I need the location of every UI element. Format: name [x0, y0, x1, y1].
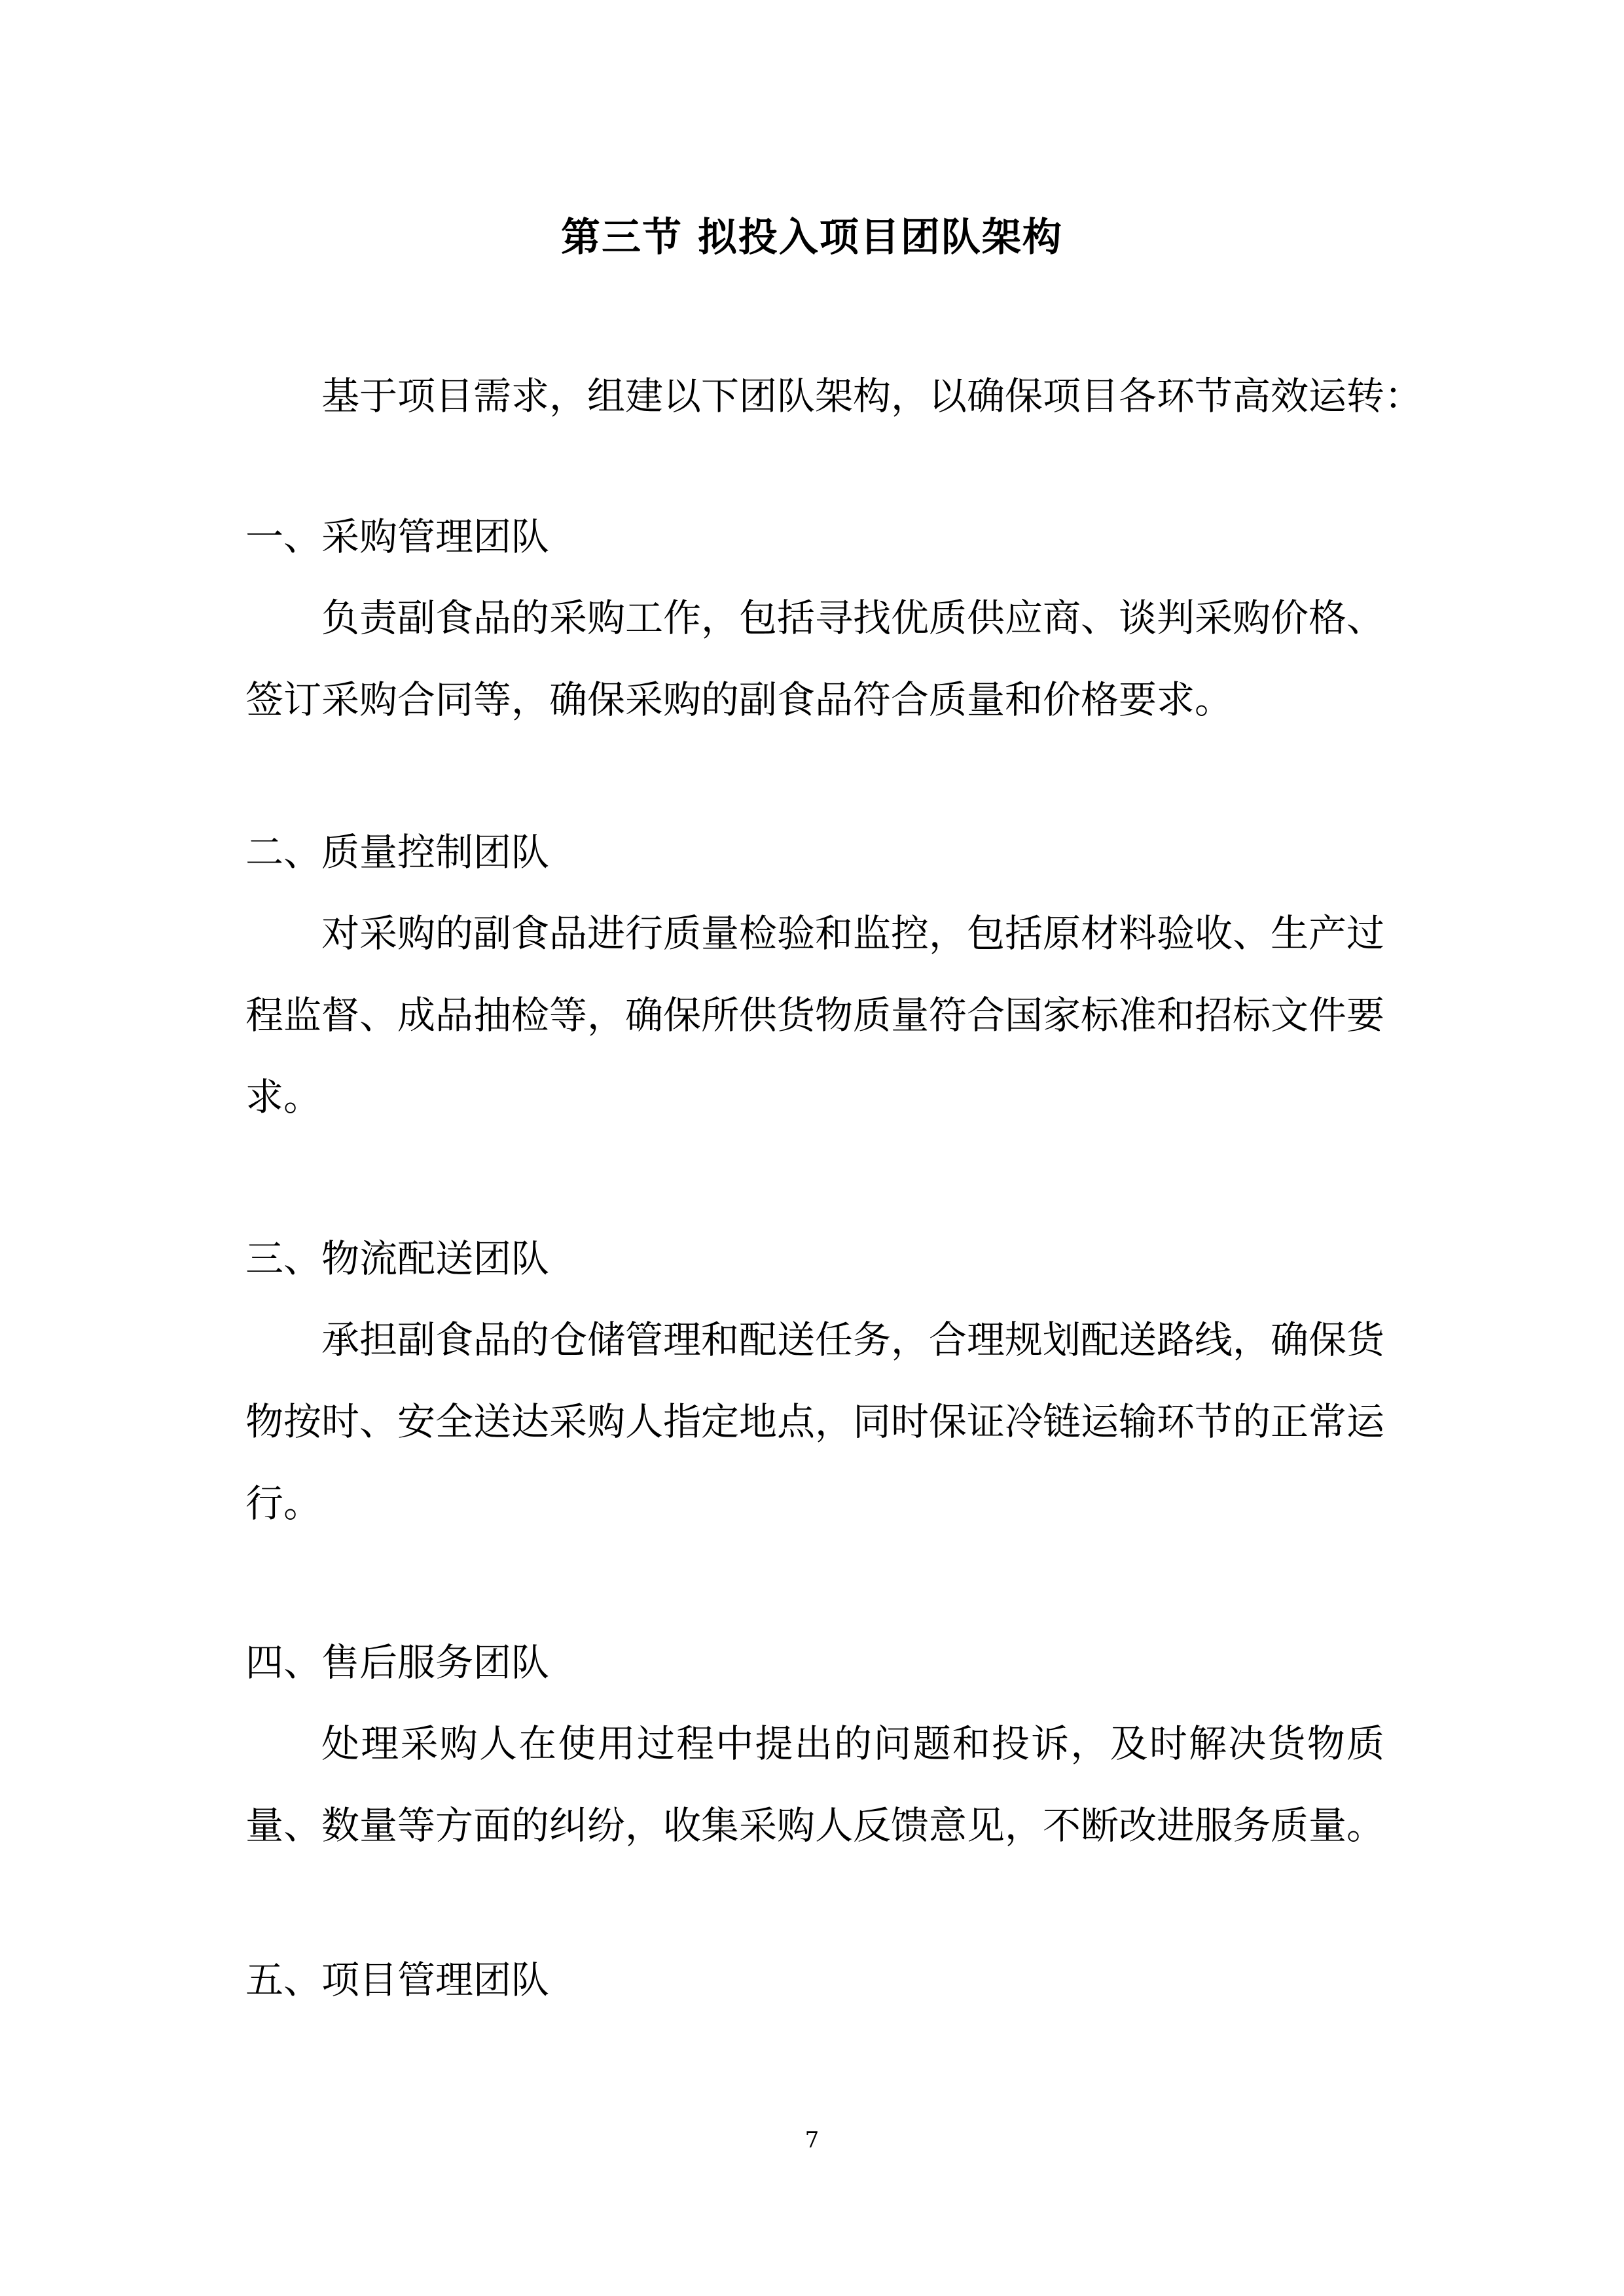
section-heading-logistics: 三、物流配送团队: [245, 1236, 550, 1281]
section-heading-procurement: 一、采购管理团队: [245, 514, 550, 559]
section-body-after-sales: 处理采购人在使用过程中提出的问题和投诉，及时解决货物质量、数量等方面的纠纷，收集采购人反馈意见，不断改进服务质量。: [245, 1721, 1385, 1848]
section-heading-after-sales: 四、售后服务团队: [245, 1640, 550, 1685]
section-body-logistics: 承担副食品的仓储管理和配送任务，合理规划配送路线，确保货物按时、安全送达采购人指定地点，同时保证冷链运输环节的正常运行。: [245, 1318, 1385, 1526]
section-heading-project-management: 五、项目管理团队: [245, 1958, 550, 2002]
page-number: 7: [804, 2127, 820, 2153]
section-body-quality: 对采购的副食品进行质量检验和监控，包括原材料验收、生产过程监督、成品抽检等，确保所供货物质量符合国家标准和招标文件要求。: [245, 911, 1385, 1119]
intro-paragraph: 基于项目需求，组建以下团队架构，以确保项目各环节高效运转：: [321, 374, 1423, 418]
section-heading-quality: 二、质量控制团队: [245, 830, 550, 874]
section-title: 第三节 拟投入项目团队架构: [561, 215, 1063, 260]
section-body-procurement: 负责副食品的采购工作，包括寻找优质供应商、谈判采购价格、签订采购合同等，确保采购的副食品符合质量和价格要求。: [245, 596, 1385, 722]
